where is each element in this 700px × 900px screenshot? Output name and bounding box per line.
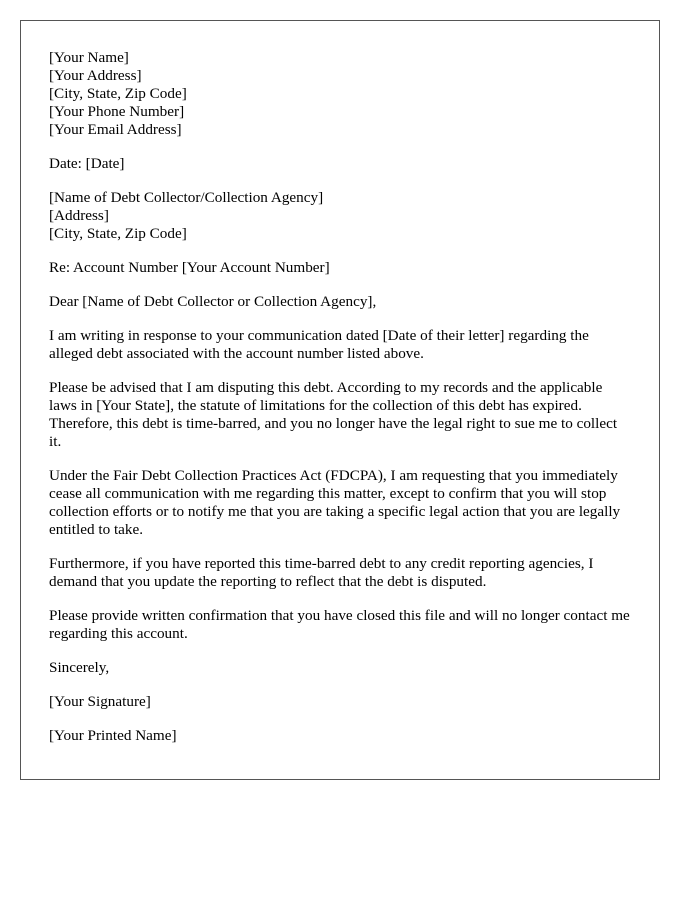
printed-name-block <box>49 727 631 745</box>
body-paragraph-1: I am writing in response to your communication dated [Date of their letter] regarding the alleged debt associated with the account number listed above. <box>49 327 589 362</box>
salutation: Dear [Name of Debt Collector or Collection Agency], <box>49 293 377 310</box>
letter-page <box>20 20 660 780</box>
printed-name: [Your Printed Name] <box>49 727 177 744</box>
date-line: Date: [Date] <box>49 155 125 172</box>
date-block <box>49 155 631 173</box>
re-block <box>49 259 631 277</box>
signature: [Your Signature] <box>49 693 151 710</box>
re-line: Re: Account Number [Your Account Number] <box>49 259 330 276</box>
sender-city-state-zip: [City, State, Zip Code] <box>49 85 187 102</box>
signature-block <box>49 693 631 711</box>
sender-phone: [Your Phone Number] <box>49 103 185 120</box>
salutation-block <box>49 293 631 311</box>
recipient-block <box>49 189 631 243</box>
body-paragraph-4: Furthermore, if you have reported this time-barred debt to any credit reporting agencies, I demand that you update the reporting to reflect that the debt is disputed. <box>49 555 594 590</box>
recipient-city-state-zip: [City, State, Zip Code] <box>49 225 187 242</box>
sender-name: [Your Name] <box>49 49 129 66</box>
recipient-address: [Address] <box>49 207 109 224</box>
sender-block <box>49 49 631 139</box>
sender-address: [Your Address] <box>49 67 142 84</box>
closing: Sincerely, <box>49 659 110 676</box>
body-paragraph-5: Please provide written confirmation that you have closed this file and will no longer contact me regarding this account. <box>49 607 630 642</box>
sender-email: [Your Email Address] <box>49 121 182 138</box>
recipient-name: [Name of Debt Collector/Collection Agency] <box>49 189 324 206</box>
body-paragraph-2: Please be advised that I am disputing this debt. According to my records and the applicable laws in [Your State], the statute of limitations for the collection of this debt has expired. Therefore, this debt is time-barred, and you no longer have the legal right to sue me to collect it. <box>49 379 618 450</box>
body-paragraph-3: Under the Fair Debt Collection Practices Act (FDCPA), I am requesting that you immediately cease all communication with me regarding this matter, except to confirm that you will stop collection efforts or to notify me that you are taking a specific legal action that you are legally entitled to take. <box>49 467 621 538</box>
closing-block <box>49 659 631 677</box>
